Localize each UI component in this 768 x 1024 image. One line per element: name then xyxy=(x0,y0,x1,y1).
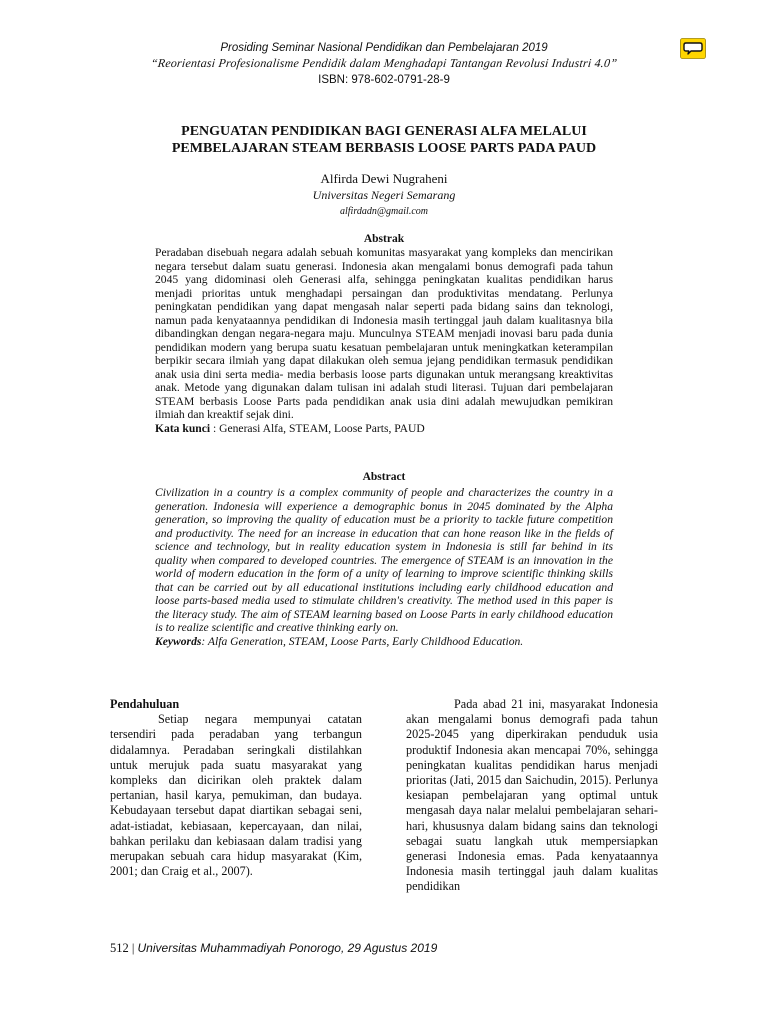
proceedings-header: Prosiding Seminar Nasional Pendidikan dan Pembelajaran 2019 xyxy=(220,42,548,54)
title-line-2: PEMBELAJARAN STEAM BERBASIS LOOSE PARTS PADA PAUD xyxy=(171,141,597,156)
paper-title xyxy=(100,123,668,157)
abstrak-keywords-label: Kata kunci xyxy=(155,421,211,435)
title-line-1: PENGUATAN PENDIDIKAN BAGI GENERASI ALFA MELALUI xyxy=(181,124,587,139)
author-email: alfirdadn@gmail.com xyxy=(340,206,428,217)
abstrak-heading: Abstrak xyxy=(363,233,405,245)
abstrak-keywords xyxy=(155,422,613,436)
abstract-section xyxy=(155,486,613,648)
section-heading-pendahuluan: Pendahuluan xyxy=(110,697,180,711)
abstrak-keywords-text: : Generasi Alfa, STEAM, Loose Parts, PAUD xyxy=(210,421,425,435)
seminar-theme: “Reorientasi Profesionalisme Pendidik dalam Menghadapi Tantangan Revolusi Industri 4.0” xyxy=(150,56,618,70)
abstrak-section xyxy=(155,246,613,435)
abstract-body: Civilization in a country is a complex community of people and characterizes the country in a generation. Indonesia will experience a demographic bonus in 2045 dominated by the Alpha generation, so improving the quality of education must be a priority to tackle future competition and productivity. The need for an increase in education that can hone reason like in the fields of science and technology, but in reality education system in Indonesia is still far behind in its quality when compared to developed countries. The emergence of STEAM is an innovation in the world of modern education in the form of a unity of learning to improve scientific thinking skills that can be carried out by all educational institutions including early childhood education and loose parts-based media used to stimulate children's creativity. The method used in this paper is the literacy study. The aim of STEAM learning based on Loose Parts in early childhood education is to realize scientific and creative thinking early on. xyxy=(155,486,613,634)
body-column-left xyxy=(110,697,362,879)
intro-paragraph-1: Setiap negara mempunyai catatan tersendiri pada peradaban yang terbangun didalamnya. Peradaban seringkali distilahkan untuk merujuk pada suatu masyarakat yang kompleks dan dicirikan oleh praktek dalam pertanian, hasil karya, pemukiman, dan budaya. Kebudayaan tersebut dapat diartikan sebagai seni, adat-istiadat, kebiasaan, kepercayaan, dan nilai, bahkan perilaku dan kebiasaan dalam tradisi yang merupakan sebuah cara hidup masyarakat (Kim, 2001; dan Craig et al., 2007). xyxy=(110,712,362,879)
footer-separator: | xyxy=(128,941,138,955)
isbn: ISBN: 978-602-0791-28-9 xyxy=(318,74,450,86)
author-affiliation: Universitas Negeri Semarang xyxy=(312,188,456,202)
body-column-right xyxy=(406,697,658,895)
comment-icon[interactable] xyxy=(680,38,706,59)
author-name: Alfirda Dewi Nugraheni xyxy=(320,171,448,186)
page-number: 512 xyxy=(110,941,129,955)
abstract-keywords-label: Keywords xyxy=(155,634,202,648)
abstract-heading: Abstract xyxy=(362,471,406,483)
page-footer xyxy=(110,941,437,956)
intro-paragraph-2: Pada abad 21 ini, masyarakat Indonesia akan mengalami bonus demografi pada tahun 2025-2045 yang diperkirakan penduduk usia produktif Indonesia akan mencapai 70%, sehingga peningkatan kualitas pendidikan harus menjadi prioritas (Jati, 2015 dan Saichudin, 2015). Perlunya kesiapan pembelajaran yang optimal untuk mengasah daya nalar melalui pembelajaran sehari-hari, khususnya dalam bidang sains dan teknologi sebagai suatu langkah utuk mempersiapkan generasi Indonesia emas. Pada kenyataannya Indonesia masih tertinggal jauh dalam kualitas pendidikan xyxy=(406,697,658,894)
abstrak-body: Peradaban disebuah negara adalah sebuah komunitas masyarakat yang kompleks dan mencirikan negara tersebut dalam suatu generasi. Indonesia akan mengalami bonus demografi pada tahun 2045 yang didominasi oleh Generasi alfa, sehingga peningkatan kualitas pendidikan harus menjadi prioritas untuk menghadapi persaingan dan produktivitas mendatang. Perlunya peningkatan pendidikan yang dapat mengasah nalar seperti pada bidang sains dan teknologi, namun pada kenyataannya pendidikan di Indonesia masih tertinggal jauh dalam kualitasnya bila dibandingkan dengan negara-negara maju. Munculnya STEAM menjadi inovasi baru pada dunia pendidikan modern yang berupa suatu kesatuan pembelajaran untuk meningkatkan keterampilan berpikir secara ilmiah yang dapat dilakukan oleh semua jejang pendidikan termasuk pendidikan anak usia dini serta media- media berbasis loose parts digunakan untuk merangsang kreaktivitas anak. Metode yang digunakan dalam tulisan ini adalah studi literasi. Tujuan dari pembelajaran STEAM berbasis Loose Parts pada pendidikan anak usia dini adalah mewujudkan pemikiran ilmiah dan kreaktif sejak dini. xyxy=(155,246,613,421)
abstract-keywords-text: : Alfa Generation, STEAM, Loose Parts, Early Childhood Education. xyxy=(201,634,524,648)
abstract-keywords xyxy=(155,635,613,649)
footer-text: Universitas Muhammadiyah Ponorogo, 29 Agustus 2019 xyxy=(137,941,438,955)
